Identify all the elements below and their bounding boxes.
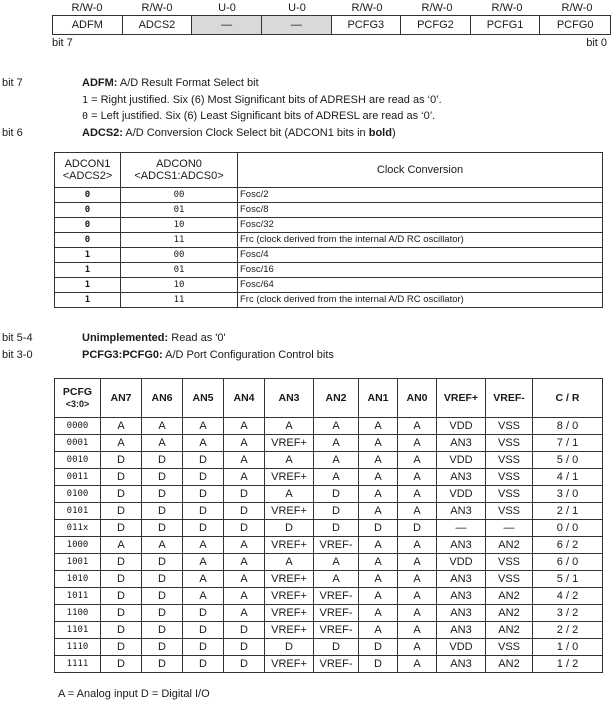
register-bit-labels xyxy=(52,35,611,48)
config-cell: D xyxy=(183,622,224,639)
config-cell: 5 / 0 xyxy=(533,452,603,469)
config-cell: A xyxy=(142,418,183,435)
config-cell: — xyxy=(486,520,533,537)
pcfg-table-header xyxy=(55,379,603,418)
access-bit6: R/W-0 xyxy=(141,2,173,14)
access-bit2: R/W-0 xyxy=(421,2,453,14)
table-row xyxy=(55,656,603,673)
bit6-name: ADCS2: xyxy=(82,127,123,139)
config-cell: A xyxy=(398,537,437,554)
config-cell: 3 / 2 xyxy=(533,605,603,622)
config-cell: D xyxy=(101,486,142,503)
msb-label: bit 7 xyxy=(52,37,73,49)
table-row xyxy=(55,188,603,203)
config-cell: A xyxy=(224,588,265,605)
config-cell: D xyxy=(142,571,183,588)
register-access-row xyxy=(52,3,612,14)
clock-cell: Fosc/32 xyxy=(238,218,603,233)
config-cell: A xyxy=(101,418,142,435)
config-cell: D xyxy=(265,520,314,537)
config-cell: A xyxy=(314,554,359,571)
config-cell: VSS xyxy=(486,639,533,656)
access-bit5: U-0 xyxy=(218,2,236,14)
table-row xyxy=(55,622,603,639)
config-cell: A xyxy=(398,639,437,656)
config-cell: — xyxy=(437,520,486,537)
config-cell: 1 / 0 xyxy=(533,639,603,656)
config-cell: A xyxy=(398,588,437,605)
table-row xyxy=(55,435,603,452)
config-cell: D xyxy=(142,554,183,571)
config-cell: A xyxy=(183,418,224,435)
config-cell: A xyxy=(101,435,142,452)
config-cell: VREF+ xyxy=(265,503,314,520)
config-cell: A xyxy=(359,588,398,605)
config-cell: D xyxy=(265,639,314,656)
config-cell: A xyxy=(359,486,398,503)
clock-select-table xyxy=(54,152,603,308)
config-cell: VREF- xyxy=(314,537,359,554)
config-cell: 8 / 0 xyxy=(533,418,603,435)
config-cell: AN3 xyxy=(437,435,486,452)
table-row xyxy=(55,588,603,605)
table-row xyxy=(55,605,603,622)
pcfg-code-cell: 0100 xyxy=(55,486,101,503)
config-cell: D xyxy=(183,469,224,486)
config-cell: D xyxy=(142,656,183,673)
config-cell: A xyxy=(183,435,224,452)
config-cell: 4 / 2 xyxy=(533,588,603,605)
bit30-number: bit 3-0 xyxy=(2,349,33,361)
config-cell: D xyxy=(183,520,224,537)
bit30-name: PCFG3:PCFG0: xyxy=(82,349,163,361)
bit-adfm: ADFM xyxy=(53,16,123,34)
config-cell: A xyxy=(398,435,437,452)
config-cell: A xyxy=(142,435,183,452)
table-row xyxy=(55,248,603,263)
header-an4: AN4 xyxy=(224,379,265,418)
pcfg-code-cell: 1100 xyxy=(55,605,101,622)
config-cell: AN3 xyxy=(437,571,486,588)
header-adcon0: ADCON0 <ADCS1:ADCS0> xyxy=(121,153,238,188)
config-cell: A xyxy=(183,554,224,571)
config-cell: A xyxy=(359,452,398,469)
header-an2: AN2 xyxy=(314,379,359,418)
config-cell: AN3 xyxy=(437,605,486,622)
access-bit1: R/W-0 xyxy=(491,2,523,14)
header-an3: AN3 xyxy=(265,379,314,418)
config-cell: AN2 xyxy=(486,656,533,673)
config-cell: VDD xyxy=(437,452,486,469)
register-bits-row xyxy=(52,15,611,35)
config-cell: A xyxy=(224,554,265,571)
config-cell: 4 / 1 xyxy=(533,469,603,486)
pcfg-code-cell: 0011 xyxy=(55,469,101,486)
config-cell: VSS xyxy=(486,418,533,435)
config-cell: 1 / 2 xyxy=(533,656,603,673)
adcon1-cell: 1 xyxy=(55,263,121,278)
config-cell: VDD xyxy=(437,486,486,503)
config-cell: AN3 xyxy=(437,656,486,673)
config-cell: AN3 xyxy=(437,469,486,486)
bit-adcs2: ADCS2 xyxy=(123,16,193,34)
config-cell: A xyxy=(359,418,398,435)
clock-cell: Fosc/16 xyxy=(238,263,603,278)
bit54-name: Unimplemented: xyxy=(82,332,169,344)
config-cell: D xyxy=(224,639,265,656)
config-cell: A xyxy=(398,656,437,673)
pcfg-code-cell: 1010 xyxy=(55,571,101,588)
config-cell: A xyxy=(398,571,437,588)
adcon1-cell: 0 xyxy=(55,233,121,248)
bit-unimplemented-5: — xyxy=(192,16,262,34)
config-cell: VSS xyxy=(486,452,533,469)
header-clock-conversion: Clock Conversion xyxy=(238,153,603,188)
clock-cell: Frc (clock derived from the internal A/D RC oscillator) xyxy=(238,233,603,248)
config-cell: D xyxy=(101,469,142,486)
access-bit4: U-0 xyxy=(288,2,306,14)
adcon0-cell: 11 xyxy=(121,293,238,308)
config-cell: 6 / 0 xyxy=(533,554,603,571)
config-cell: AN2 xyxy=(486,588,533,605)
config-cell: D xyxy=(101,554,142,571)
config-cell: D xyxy=(142,520,183,537)
config-cell: A xyxy=(398,554,437,571)
bit7-desc: A/D Result Format Select bit xyxy=(117,77,259,89)
bit54-number: bit 5-4 xyxy=(2,332,33,344)
config-cell: D xyxy=(224,503,265,520)
access-bit7: R/W-0 xyxy=(71,2,103,14)
table-row xyxy=(55,278,603,293)
config-cell: D xyxy=(314,486,359,503)
config-cell: VREF+ xyxy=(265,435,314,452)
config-cell: D xyxy=(101,622,142,639)
bit-unimplemented-4: — xyxy=(262,16,332,34)
adcon1-cell: 0 xyxy=(55,203,121,218)
adcon0-cell: 10 xyxy=(121,278,238,293)
header-an5: AN5 xyxy=(183,379,224,418)
bit6-number: bit 6 xyxy=(2,127,23,139)
config-cell: AN3 xyxy=(437,622,486,639)
access-bit3: R/W-0 xyxy=(351,2,383,14)
pcfg-code-cell: 1101 xyxy=(55,622,101,639)
config-cell: VDD xyxy=(437,418,486,435)
table-row xyxy=(55,233,603,248)
config-cell: AN3 xyxy=(437,588,486,605)
config-cell: D xyxy=(359,520,398,537)
config-cell: A xyxy=(359,537,398,554)
register-diagram xyxy=(52,3,612,48)
table-row xyxy=(55,418,603,435)
table-row xyxy=(55,203,603,218)
config-cell: A xyxy=(359,605,398,622)
config-cell: D xyxy=(183,605,224,622)
header-c-r: C / R xyxy=(533,379,603,418)
config-cell: AN2 xyxy=(486,605,533,622)
config-cell: VREF+ xyxy=(265,537,314,554)
config-cell: 5 / 1 xyxy=(533,571,603,588)
config-cell: D xyxy=(314,520,359,537)
config-cell: 7 / 1 xyxy=(533,435,603,452)
adcon0-cell: 10 xyxy=(121,218,238,233)
pcfg-code-cell: 1011 xyxy=(55,588,101,605)
config-cell: A xyxy=(265,486,314,503)
header-an7: AN7 xyxy=(101,379,142,418)
bit-pcfg3: PCFG3 xyxy=(332,16,402,34)
config-cell: D xyxy=(359,656,398,673)
bit7-option-1: 1 = Right justified. Six (6) Most Significant bits of ADRESH are read as ‘0’. xyxy=(82,94,442,106)
config-cell: A xyxy=(359,571,398,588)
adcon0-cell: 01 xyxy=(121,203,238,218)
header-vref-: VREF+ xyxy=(437,379,486,418)
config-cell: D xyxy=(101,605,142,622)
bit7-option-0: 0 = Left justified. Six (6) Least Significant bits of ADRESL are read as ‘0’. xyxy=(82,110,436,122)
header-vref-: VREF- xyxy=(486,379,533,418)
config-cell: 2 / 1 xyxy=(533,503,603,520)
config-cell: D xyxy=(101,656,142,673)
config-cell: D xyxy=(183,503,224,520)
config-cell: 2 / 2 xyxy=(533,622,603,639)
adcon0-cell: 11 xyxy=(121,233,238,248)
config-cell: D xyxy=(101,639,142,656)
config-cell: D xyxy=(183,486,224,503)
table-row xyxy=(55,263,603,278)
config-cell: D xyxy=(142,503,183,520)
config-cell: D xyxy=(142,639,183,656)
config-cell: A xyxy=(265,554,314,571)
bit7-number: bit 7 xyxy=(2,77,23,89)
config-cell: A xyxy=(314,571,359,588)
table-row xyxy=(55,571,603,588)
adcon1-cell: 0 xyxy=(55,188,121,203)
adcon1-cell: 1 xyxy=(55,278,121,293)
config-cell: D xyxy=(101,588,142,605)
bit-pcfg1: PCFG1 xyxy=(471,16,541,34)
config-cell: D xyxy=(142,588,183,605)
adcon1-cell: 1 xyxy=(55,248,121,263)
pcfg-code-cell: 1001 xyxy=(55,554,101,571)
table-row xyxy=(55,486,603,503)
config-cell: A xyxy=(224,469,265,486)
pcfg-code-cell: 0001 xyxy=(55,435,101,452)
lsb-label: bit 0 xyxy=(586,37,607,49)
adcon1-cell: 1 xyxy=(55,293,121,308)
adcon0-cell: 01 xyxy=(121,263,238,278)
config-cell: VDD xyxy=(437,554,486,571)
table-row xyxy=(55,293,603,308)
config-cell: 3 / 0 xyxy=(533,486,603,503)
pcfg-code-cell: 011x xyxy=(55,520,101,537)
table-row xyxy=(55,218,603,233)
config-cell: VSS xyxy=(486,503,533,520)
header-an1: AN1 xyxy=(359,379,398,418)
pcfg-code-cell: 1111 xyxy=(55,656,101,673)
config-cell: D xyxy=(142,486,183,503)
config-cell: VSS xyxy=(486,469,533,486)
table-row xyxy=(55,639,603,656)
clock-cell: Fosc/2 xyxy=(238,188,603,203)
config-cell: D xyxy=(314,639,359,656)
config-cell: D xyxy=(101,571,142,588)
config-cell: A xyxy=(314,418,359,435)
config-cell: D xyxy=(224,486,265,503)
adcon0-cell: 00 xyxy=(121,188,238,203)
table-row xyxy=(55,520,603,537)
config-cell: VSS xyxy=(486,435,533,452)
config-cell: 0 / 0 xyxy=(533,520,603,537)
config-cell: D xyxy=(183,452,224,469)
config-cell: D xyxy=(101,452,142,469)
table-row xyxy=(55,554,603,571)
config-cell: A xyxy=(224,435,265,452)
config-cell: D xyxy=(224,520,265,537)
port-config-table xyxy=(54,378,603,673)
config-cell: A xyxy=(398,503,437,520)
config-cell: AN3 xyxy=(437,537,486,554)
config-cell: A xyxy=(183,588,224,605)
config-cell: A xyxy=(224,537,265,554)
bit-pcfg0: PCFG0 xyxy=(556,19,594,31)
config-cell: A xyxy=(314,435,359,452)
header-an0: AN0 xyxy=(398,379,437,418)
clock-cell: Frc (clock derived from the internal A/D RC oscillator) xyxy=(238,293,603,308)
config-cell: AN3 xyxy=(437,503,486,520)
config-cell: VREF- xyxy=(314,588,359,605)
config-cell: VREF+ xyxy=(265,656,314,673)
table-row xyxy=(55,469,603,486)
config-cell: A xyxy=(224,418,265,435)
header-pcfg: PCFG <3:0> xyxy=(55,379,101,418)
config-cell: VSS xyxy=(486,554,533,571)
pcfg-code-cell: 0000 xyxy=(55,418,101,435)
config-cell: A xyxy=(224,605,265,622)
config-cell: D xyxy=(142,622,183,639)
config-cell: A xyxy=(398,486,437,503)
adcon0-cell: 00 xyxy=(121,248,238,263)
config-cell: D xyxy=(101,520,142,537)
config-cell: A xyxy=(142,537,183,554)
config-cell: 6 / 2 xyxy=(533,537,603,554)
config-cell: A xyxy=(101,537,142,554)
adcon1-cell: 0 xyxy=(55,218,121,233)
config-cell: D xyxy=(224,656,265,673)
config-cell: VREF- xyxy=(314,605,359,622)
config-cell: D xyxy=(142,469,183,486)
config-cell: D xyxy=(183,656,224,673)
config-cell: VREF+ xyxy=(265,571,314,588)
config-cell: A xyxy=(359,469,398,486)
clock-cell: Fosc/4 xyxy=(238,248,603,263)
config-cell: D xyxy=(183,639,224,656)
config-cell: A xyxy=(398,605,437,622)
config-cell: VSS xyxy=(486,486,533,503)
config-cell: AN2 xyxy=(486,622,533,639)
config-cell: A xyxy=(183,537,224,554)
config-cell: A xyxy=(265,418,314,435)
access-bit0: R/W-0 xyxy=(561,2,593,14)
pcfg-code-cell: 1110 xyxy=(55,639,101,656)
config-cell: A xyxy=(359,503,398,520)
config-cell: A xyxy=(314,452,359,469)
config-cell: VREF+ xyxy=(265,469,314,486)
config-cell: VSS xyxy=(486,571,533,588)
header-an6: AN6 xyxy=(142,379,183,418)
config-cell: D xyxy=(359,639,398,656)
config-cell: D xyxy=(101,503,142,520)
config-cell: D xyxy=(142,452,183,469)
table-row xyxy=(55,503,603,520)
header-adcon1: ADCON1 <ADCS2> xyxy=(55,153,121,188)
config-cell: A xyxy=(398,452,437,469)
pcfg-code-cell: 1000 xyxy=(55,537,101,554)
config-cell: VREF+ xyxy=(265,605,314,622)
config-cell: D xyxy=(224,622,265,639)
config-cell: A xyxy=(359,622,398,639)
config-cell: VREF+ xyxy=(265,588,314,605)
table-legend: A = Analog input D = Digital I/O xyxy=(58,688,210,700)
pcfg-code-cell: 0010 xyxy=(55,452,101,469)
config-cell: A xyxy=(265,452,314,469)
config-cell: A xyxy=(398,622,437,639)
config-cell: A xyxy=(398,469,437,486)
config-cell: AN2 xyxy=(486,537,533,554)
config-cell: VREF- xyxy=(314,656,359,673)
clock-cell: Fosc/8 xyxy=(238,203,603,218)
bit-pcfg2: PCFG2 xyxy=(401,16,471,34)
config-cell: A xyxy=(224,452,265,469)
clock-table-header xyxy=(55,153,603,188)
config-cell: A xyxy=(398,418,437,435)
config-cell: D xyxy=(142,605,183,622)
config-cell: A xyxy=(224,571,265,588)
config-cell: VDD xyxy=(437,639,486,656)
config-cell: VREF- xyxy=(314,622,359,639)
config-cell: D xyxy=(314,503,359,520)
table-row xyxy=(55,452,603,469)
config-cell: A xyxy=(183,571,224,588)
config-cell: VREF+ xyxy=(265,622,314,639)
config-cell: A xyxy=(314,469,359,486)
config-cell: A xyxy=(359,435,398,452)
config-cell: D xyxy=(398,520,437,537)
config-cell: A xyxy=(359,554,398,571)
pcfg-code-cell: 0101 xyxy=(55,503,101,520)
clock-cell: Fosc/64 xyxy=(238,278,603,293)
bit7-name: ADFM: xyxy=(82,77,118,89)
table-row xyxy=(55,537,603,554)
